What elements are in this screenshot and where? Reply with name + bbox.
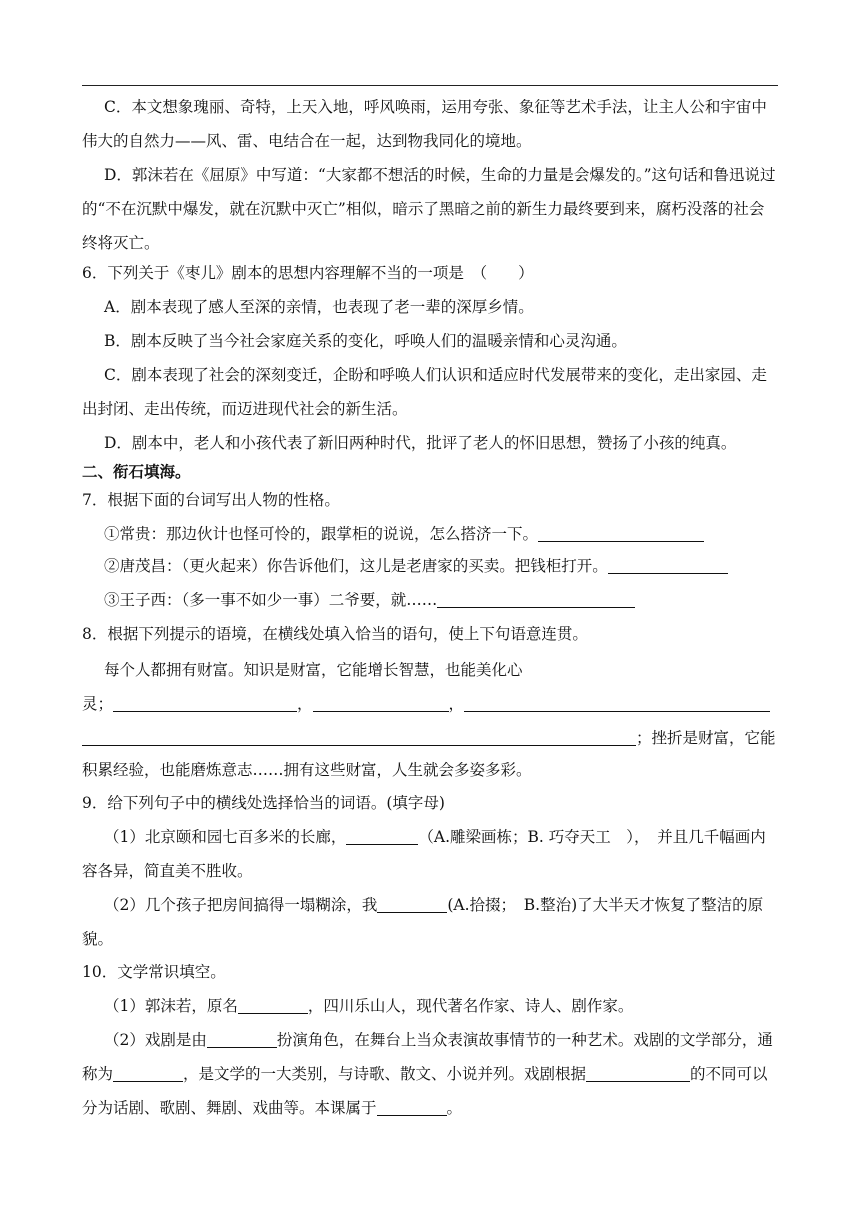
q7-item-1	[82, 517, 778, 551]
q7-item-3	[82, 583, 778, 617]
q8-blank-1[interactable]	[113, 695, 297, 712]
q10-stem: 10．文学常识填空。	[82, 963, 226, 981]
q10-s2-text-a: （2）戏剧是由	[104, 1031, 207, 1049]
q9-blank-2[interactable]	[377, 896, 447, 913]
section-title: 二、衔石填海。	[82, 463, 191, 481]
q5-option-d: D．郭沫若在《屈原》中写道：“大家都不想活的时候，生命的力量是会爆发的。”这句话和鲁迅说过的“不在沉默中爆发，就在沉默中灭亡”相似，暗示了黑暗之前的新生力最终要到来，腐朽没落的社会终将灭亡。	[82, 166, 776, 252]
q10-sentence-1	[82, 989, 778, 1023]
q7-answer-3-blank[interactable]	[437, 591, 635, 608]
q9-stem: 9．给下列句子中的横线处选择恰当的词语。(填字母)	[82, 794, 445, 812]
q7-answer-1-blank[interactable]	[538, 525, 704, 542]
q8-blank-2[interactable]	[313, 695, 449, 712]
q9-s2-text-a: （2）几个孩子把房间搞得一塌糊涂，我	[104, 896, 378, 914]
q10-blank-1[interactable]	[238, 997, 308, 1014]
q8-line-2-start: 灵；	[82, 695, 114, 713]
q7-item-1-text: ①常贵：那边伙计也怪可怜的，跟掌柜的说说，怎么搭济一下。	[104, 525, 539, 543]
q8-line-1: 每个人都拥有财富。知识是财富，它能增长智慧，也能美化心	[104, 661, 523, 679]
q7-item-2-text: ②唐茂昌：（更火起来）你告诉他们，这儿是老唐家的买卖。把钱柜打开。	[104, 557, 608, 575]
q8-line-3-end: ；挫折是财富，它能	[636, 729, 776, 747]
q9-sentence-1	[82, 820, 778, 888]
q6-stem: 6．下列关于《枣儿》剧本的思想内容理解不当的一项是 （ ）	[82, 264, 534, 282]
q5-option-c: C．本文想象瑰丽、奇特，上天入地，呼风唤雨，运用夸张、象征等艺术手法，让主人公和宇宙中伟大的自然力——风、雷、电结合在一起，达到物我同化的境地。	[82, 98, 767, 150]
q8-sep-1: ，	[297, 695, 313, 713]
q6-option-a: A．剧本表现了感人至深的亲情，也表现了老一辈的深厚乡情。	[104, 298, 534, 316]
q10-s2-text-d: 的不同可以分为话剧、歌剧、舞剧、戏曲等。本课属于	[82, 1065, 768, 1117]
q10-s1-text-a: （1）郭沫若，原名	[104, 997, 238, 1015]
q6-option-c: C．剧本表现了社会的深刻变迁，企盼和呼唤人们认识和适应时代发展带来的变化，走出家园、走出封闭、走出传统，而迈进现代社会的新生活。	[82, 366, 767, 418]
q10-blank-2[interactable]	[207, 1031, 277, 1048]
q10-blank-4[interactable]	[586, 1065, 690, 1082]
q8-line-2	[82, 687, 770, 721]
q10-blank-3[interactable]	[113, 1065, 183, 1082]
q8-stem: 8．根据下列提示的语境，在横线处填入恰当的语句，使上下句语意连贯。	[82, 625, 588, 643]
q9-blank-1[interactable]	[346, 828, 418, 845]
q6-option-d: D．剧本中，老人和小孩代表了新旧两种时代，批评了老人的怀旧思想，赞扬了小孩的纯真。	[104, 434, 737, 452]
q8-sep-2: ，	[448, 695, 465, 713]
header-rule	[82, 85, 778, 86]
q8-blank-3-cont[interactable]	[82, 729, 636, 746]
q6-option-b: B．剧本反映了当今社会家庭关系的变化，呼唤人们的温暖亲情和心灵沟通。	[104, 332, 627, 350]
q7-item-2	[82, 549, 778, 583]
q8-line-4: 积累经验，也能磨炼意志……拥有这些财富，人生就会多姿多彩。	[82, 761, 532, 779]
q8-line-3	[82, 721, 776, 755]
q9-s1-text-a: （1）北京颐和园七百多米的长廊，	[104, 828, 347, 846]
q9-sentence-2	[82, 888, 778, 956]
q9-s2-text-b: (A.拾掇； B.整治)了大半天才恢复了整洁的原貌。	[82, 896, 764, 948]
q10-blank-5[interactable]	[377, 1099, 447, 1116]
q7-answer-2-blank[interactable]	[608, 557, 728, 574]
q9-s1-text-b: （A.雕梁画栋；B. 巧夺天工 ）， 并且几千幅画内容各异，简直美不胜收。	[82, 828, 766, 880]
q10-s2-text-e: 。	[446, 1099, 463, 1117]
q7-item-3-text: ③王子西：（多一事不如少一事）二爷要，就……	[104, 591, 438, 609]
q8-blank-3[interactable]	[464, 695, 770, 712]
q10-s1-text-b: ，四川乐山人，现代著名作家、诗人、剧作家。	[307, 997, 634, 1015]
q10-sentence-2	[82, 1023, 778, 1125]
q10-s2-text-b: 扮演角色，在舞台上当众表演故事情节的一种艺术。戏剧的文学部分，通称为	[82, 1031, 773, 1083]
q7-stem: 7．根据下面的台词写出人物的性格。	[82, 491, 340, 509]
q10-s2-text-c: ，是文学的一大类别，与诗歌、散文、小说并列。戏剧根据	[183, 1065, 587, 1083]
